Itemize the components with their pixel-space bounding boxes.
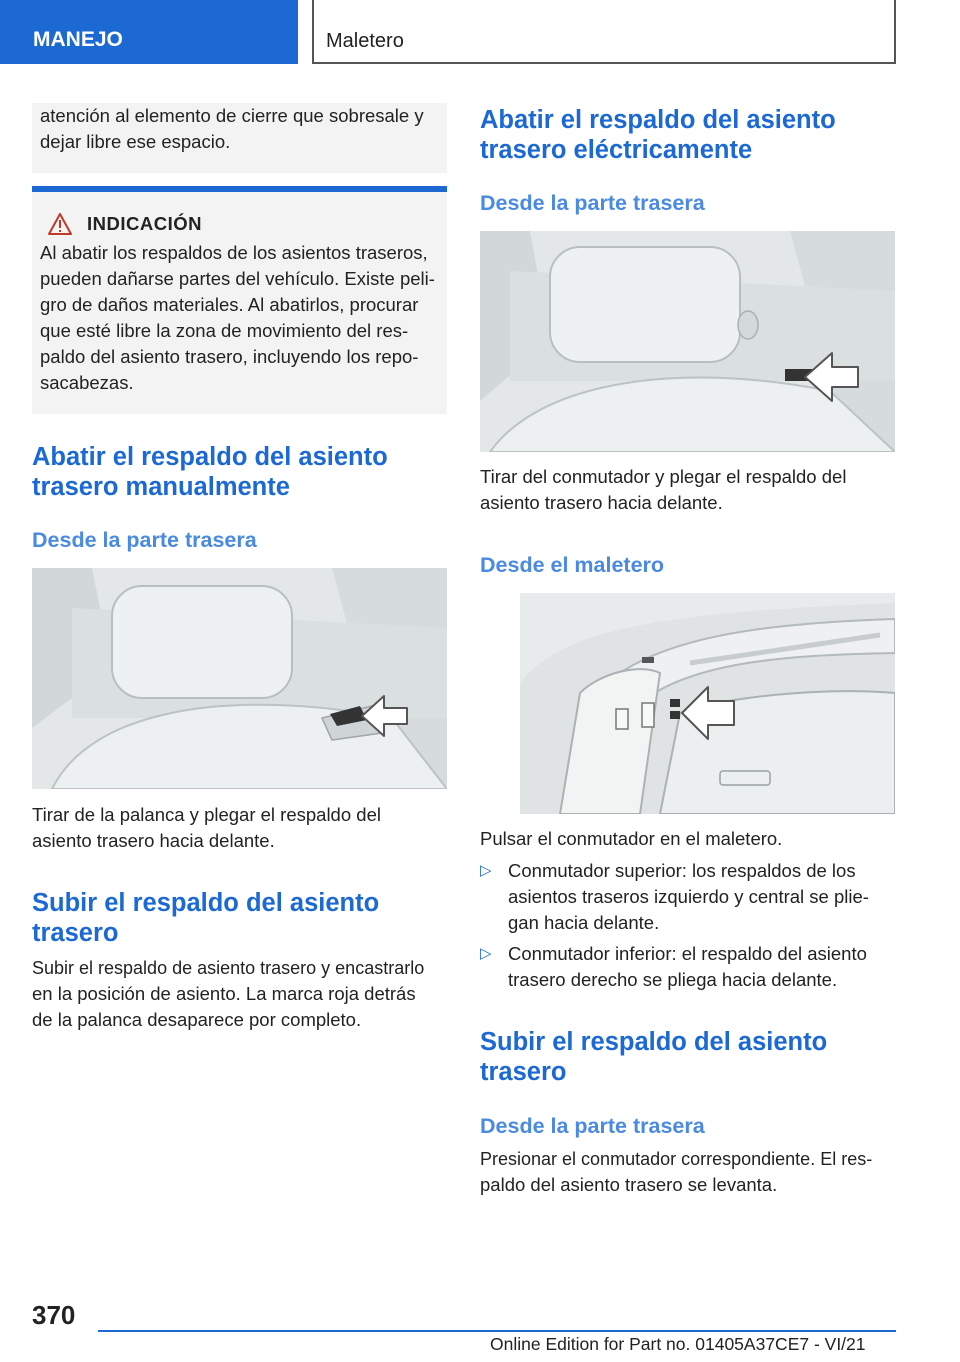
- right-raise-text-line-2: paldo del asiento trasero se levanta.: [480, 1174, 778, 1195]
- manual-caption-line-1: Tirar de la palanca y plegar el respaldo del: [32, 804, 381, 825]
- left-raise-heading: [32, 888, 452, 948]
- page-number: 370: [32, 1300, 76, 1330]
- continuation-line-1: atención al elemento de cierre que sobresale y: [40, 105, 424, 126]
- right-raise-text-line-1: Presionar el conmutador correspondiente. El res‐: [480, 1149, 873, 1169]
- manual-caption-line-2: asiento trasero hacia delante.: [32, 830, 275, 851]
- electric-caption2: Pulsar el conmutador en el maletero.: [480, 828, 783, 849]
- right-raise-heading-line-1: Subir el respaldo del asiento: [480, 1028, 828, 1056]
- warning-icon: [48, 213, 72, 235]
- notice-line-2: pueden dañarse partes del vehículo. Existe peli‐: [40, 268, 435, 289]
- right-raise-heading-line-2: trasero: [480, 1058, 567, 1086]
- triangle-bullet-icon: ▷: [480, 945, 492, 962]
- bullet1-line-1: Conmutador superior: los respaldos de los: [508, 860, 856, 881]
- right-raise-heading: [480, 1027, 900, 1087]
- bullet-lower-switch: [480, 941, 900, 995]
- bullet2-line-1: Conmutador inferior: el respaldo del asiento: [508, 943, 867, 964]
- rear-seat-switch-illustration: [480, 231, 895, 452]
- continuation-box: [32, 103, 447, 173]
- continuation-line-2: dejar libre ese espacio.: [40, 131, 231, 152]
- notice-title: INDICACIÓN: [87, 213, 202, 234]
- left-raise-text-line-3: de la palanca desaparece por completo.: [32, 1009, 362, 1030]
- electric-heading-line-2: trasero eléctricamente: [480, 136, 753, 164]
- manual-heading: [32, 442, 452, 502]
- rear-seat-lever-illustration: [32, 568, 447, 789]
- notice-line-5: paldo del asiento trasero, incluyendo los repo‐: [40, 346, 419, 367]
- trunk-switch-illustration: [520, 593, 895, 814]
- notice-line-6: sacabezas.: [40, 372, 134, 393]
- notice-box: [32, 192, 447, 414]
- page-title: Maletero: [312, 0, 896, 64]
- left-raise-heading-line-2: trasero: [32, 919, 119, 947]
- electric-subheading-rear: Desde la parte trasera: [480, 191, 705, 215]
- left-raise-text-line-1: Subir el respaldo de asiento trasero y encastrarlo: [32, 958, 425, 978]
- electric-heading-line-1: Abatir el respaldo del asiento: [480, 106, 836, 134]
- footer-rule: [98, 1330, 896, 1332]
- manual-heading-line-2: trasero manualmente: [32, 473, 290, 501]
- bullet1-line-2: asientos traseros izquierdo y central se plie‐: [508, 886, 869, 907]
- bullet-upper-switch: [480, 858, 900, 938]
- bullet2-line-2: trasero derecho se pliega hacia delante.: [508, 969, 838, 990]
- manual-heading-line-1: Abatir el respaldo del asiento: [32, 443, 388, 471]
- triangle-bullet-icon: ▷: [480, 862, 492, 879]
- footer-edition: Online Edition for Part no. 01405A37CE7 - VI/21: [490, 1334, 866, 1354]
- electric-caption1-line-2: asiento trasero hacia delante.: [480, 492, 723, 513]
- bullet1-line-3: gan hacia delante.: [508, 912, 660, 933]
- electric-subheading-trunk: Desde el maletero: [480, 553, 665, 577]
- right-raise-subheading: Desde la parte trasera: [480, 1114, 705, 1138]
- electric-heading: [480, 105, 900, 165]
- notice-line-1: Al abatir los respaldos de los asientos traseros,: [40, 242, 428, 263]
- electric-caption1-line-1: Tirar del conmutador y plegar el respaldo del: [480, 466, 847, 487]
- left-raise-text-line-2: en la posición de asiento. La marca roja detrás: [32, 983, 416, 1004]
- manual-subheading: Desde la parte trasera: [32, 528, 257, 552]
- section-tab: MANEJO: [0, 0, 298, 64]
- notice-header: [40, 210, 439, 240]
- left-raise-heading-line-1: Subir el respaldo del asiento: [32, 889, 380, 917]
- notice-line-4: que esté libre la zona de movimiento del res‐: [40, 320, 409, 341]
- notice-line-3: gro de daños materiales. Al abatirlos, procurar: [40, 294, 419, 315]
